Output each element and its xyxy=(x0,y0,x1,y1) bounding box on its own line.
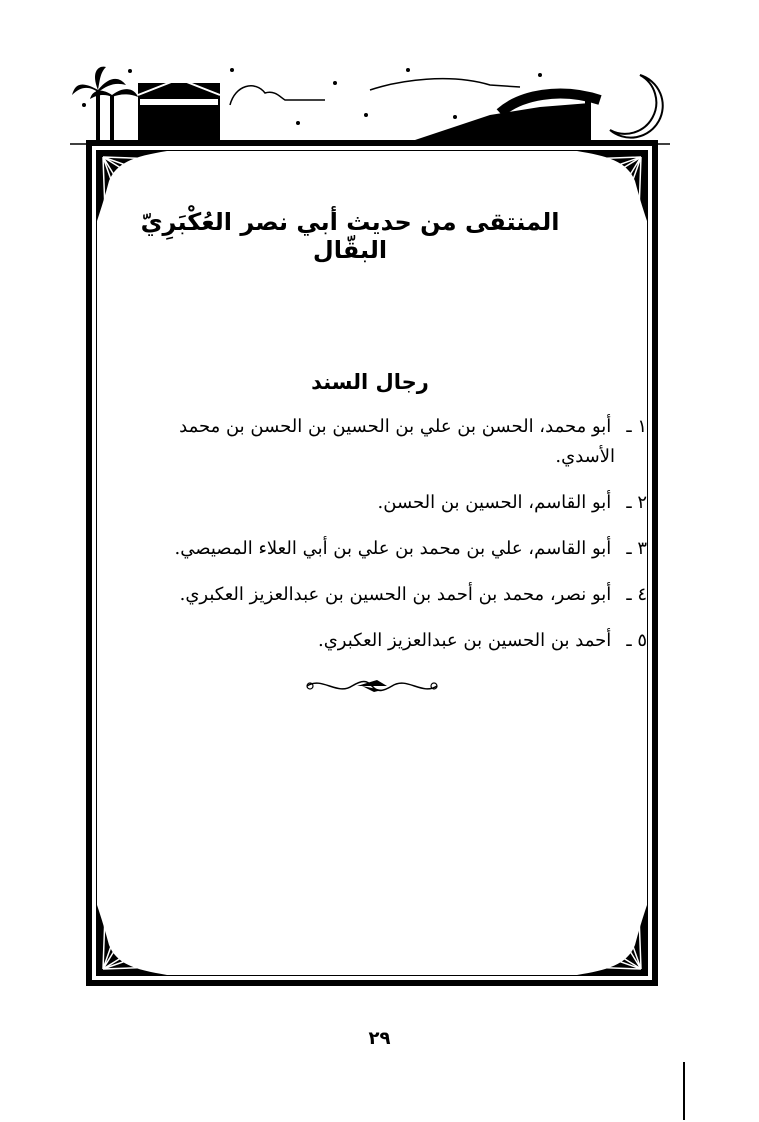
list-item xyxy=(107,488,647,518)
header-scene-icon xyxy=(70,55,670,145)
narrators-list xyxy=(107,412,647,672)
item-text: أبو القاسم، الحسين بن الحسن. xyxy=(377,492,612,513)
item-text-continued: الأسدي. xyxy=(555,446,615,467)
item-number: ٣ ـ xyxy=(626,538,647,559)
corner-ornament-icon xyxy=(577,905,647,975)
page-number: ٢٩ xyxy=(368,1028,391,1049)
item-number: ٤ ـ xyxy=(626,584,647,605)
section-title: رجال السند xyxy=(311,370,429,394)
list-item xyxy=(107,534,647,564)
list-item xyxy=(107,580,647,610)
item-number: ٢ ـ xyxy=(626,492,647,513)
separator-ornament-icon xyxy=(302,674,442,698)
item-text: أبو نصر، محمد بن أحمد بن الحسين بن عبدالعزيز العكبري. xyxy=(179,584,612,605)
item-text: أحمد بن الحسين بن عبدالعزيز العكبري. xyxy=(318,630,612,651)
list-item xyxy=(107,412,647,472)
item-text: أبو القاسم، علي بن محمد بن علي بن أبي العلاء المصيصي. xyxy=(174,538,612,559)
list-item xyxy=(107,626,647,656)
margin-line xyxy=(683,1062,685,1120)
item-number: ١ ـ xyxy=(626,416,647,437)
item-number: ٥ ـ xyxy=(626,630,647,651)
corner-ornament-icon xyxy=(97,905,167,975)
page-title: المنتقى من حديث أبي نصر العُكْبَرِيّ البقّال xyxy=(140,208,560,264)
item-text: أبو محمد، الحسن بن علي بن الحسين بن الحسن بن محمد xyxy=(179,416,612,437)
